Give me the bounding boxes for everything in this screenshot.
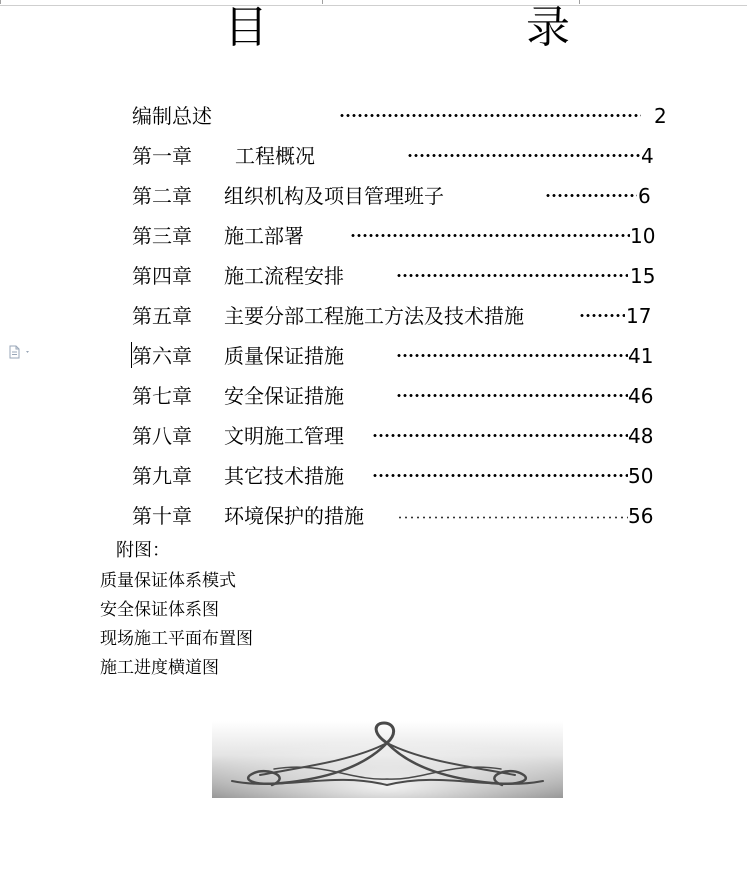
toc-entry[interactable] <box>0 136 747 176</box>
toc-entry-chapter: 第九章 <box>132 464 192 488</box>
toc-entry-chapter: 第四章 <box>132 264 192 288</box>
toc-entry-name: 环境保护的措施 <box>224 504 364 528</box>
toc-entry-chapter: 第三章 <box>132 224 192 248</box>
toc-dot-leader <box>545 193 637 198</box>
appendix-item: 安全保证体系图 <box>100 600 219 620</box>
toc-entry-chapter: 第七章 <box>132 384 192 408</box>
toc-entry-name: 施工部署 <box>224 224 304 248</box>
toc-dot-leader <box>396 393 628 398</box>
toc-entry-page: 10 <box>630 224 656 248</box>
decorative-flourish <box>212 721 563 798</box>
toc-entry[interactable] <box>0 216 747 256</box>
appendix-item: 质量保证体系模式 <box>100 571 236 591</box>
toc-entry-page: 2 <box>654 104 667 128</box>
toc-entry-page: 4 <box>641 144 654 168</box>
appendix-heading: 附图： <box>116 540 170 561</box>
toc-entry-chapter: 第一章 <box>132 144 192 168</box>
toc-entry-name: 其它技术措施 <box>224 464 344 488</box>
toc-entry[interactable] <box>0 336 747 376</box>
toc-entry[interactable] <box>0 456 747 496</box>
appendix-list <box>100 568 253 684</box>
toc-entry-page: 15 <box>630 264 656 288</box>
title-char-1: 目 <box>224 2 268 53</box>
toc-entry[interactable] <box>0 416 747 456</box>
toc-entry-name: 质量保证措施 <box>224 344 344 368</box>
toc-entry[interactable] <box>0 96 747 136</box>
toc-dot-leader <box>407 153 641 158</box>
toc-dot-leader <box>396 273 628 278</box>
toc-entry-page: 41 <box>628 344 654 368</box>
toc-dot-leader <box>339 113 641 118</box>
toc-entry-name: 安全保证措施 <box>224 384 344 408</box>
toc-entry-name: 主要分部工程施工方法及技术措施 <box>224 304 524 328</box>
appendix-item: 现场施工平面布置图 <box>100 629 253 649</box>
toc-entry-page: 17 <box>626 304 652 328</box>
toc-entry-name: 施工流程安排 <box>224 264 344 288</box>
toc-entry[interactable] <box>0 176 747 216</box>
toc-dot-leader <box>372 433 628 438</box>
toc-entry[interactable] <box>0 296 747 336</box>
toc-entry[interactable] <box>0 496 747 536</box>
title-char-2: 录 <box>526 2 570 53</box>
toc-entry-page: 56 <box>628 504 654 528</box>
toc-entry-name: 文明施工管理 <box>224 424 344 448</box>
toc-dot-leader <box>350 233 630 238</box>
toc-entry-page: 48 <box>628 424 654 448</box>
toc-entry-chapter: 第五章 <box>132 304 192 328</box>
toc-dot-leader <box>397 516 628 519</box>
text-cursor <box>131 342 132 368</box>
toc-dot-leader <box>396 353 628 358</box>
toc-entry-page: 50 <box>628 464 654 488</box>
toc-entry-chapter: 第十章 <box>132 504 192 528</box>
toc-entry[interactable] <box>0 256 747 296</box>
toc-dot-leader <box>579 313 625 318</box>
appendix-item: 施工进度横道图 <box>100 658 219 678</box>
toc-entry[interactable] <box>0 376 747 416</box>
document-icon[interactable] <box>8 344 34 358</box>
toc-entry-chapter: 第六章 <box>132 344 192 368</box>
toc-entry-name: 组织机构及项目管理班子 <box>224 184 444 208</box>
toc-entry-name: 编制总述 <box>132 104 212 128</box>
toc-entry-page: 46 <box>628 384 654 408</box>
page-title <box>0 2 747 58</box>
toc-entry-chapter: 第八章 <box>132 424 192 448</box>
toc-entry-page: 6 <box>638 184 651 208</box>
toc-entry-chapter: 第二章 <box>132 184 192 208</box>
toc-entry-name: 工程概况 <box>235 144 315 168</box>
toc-dot-leader <box>372 473 628 478</box>
